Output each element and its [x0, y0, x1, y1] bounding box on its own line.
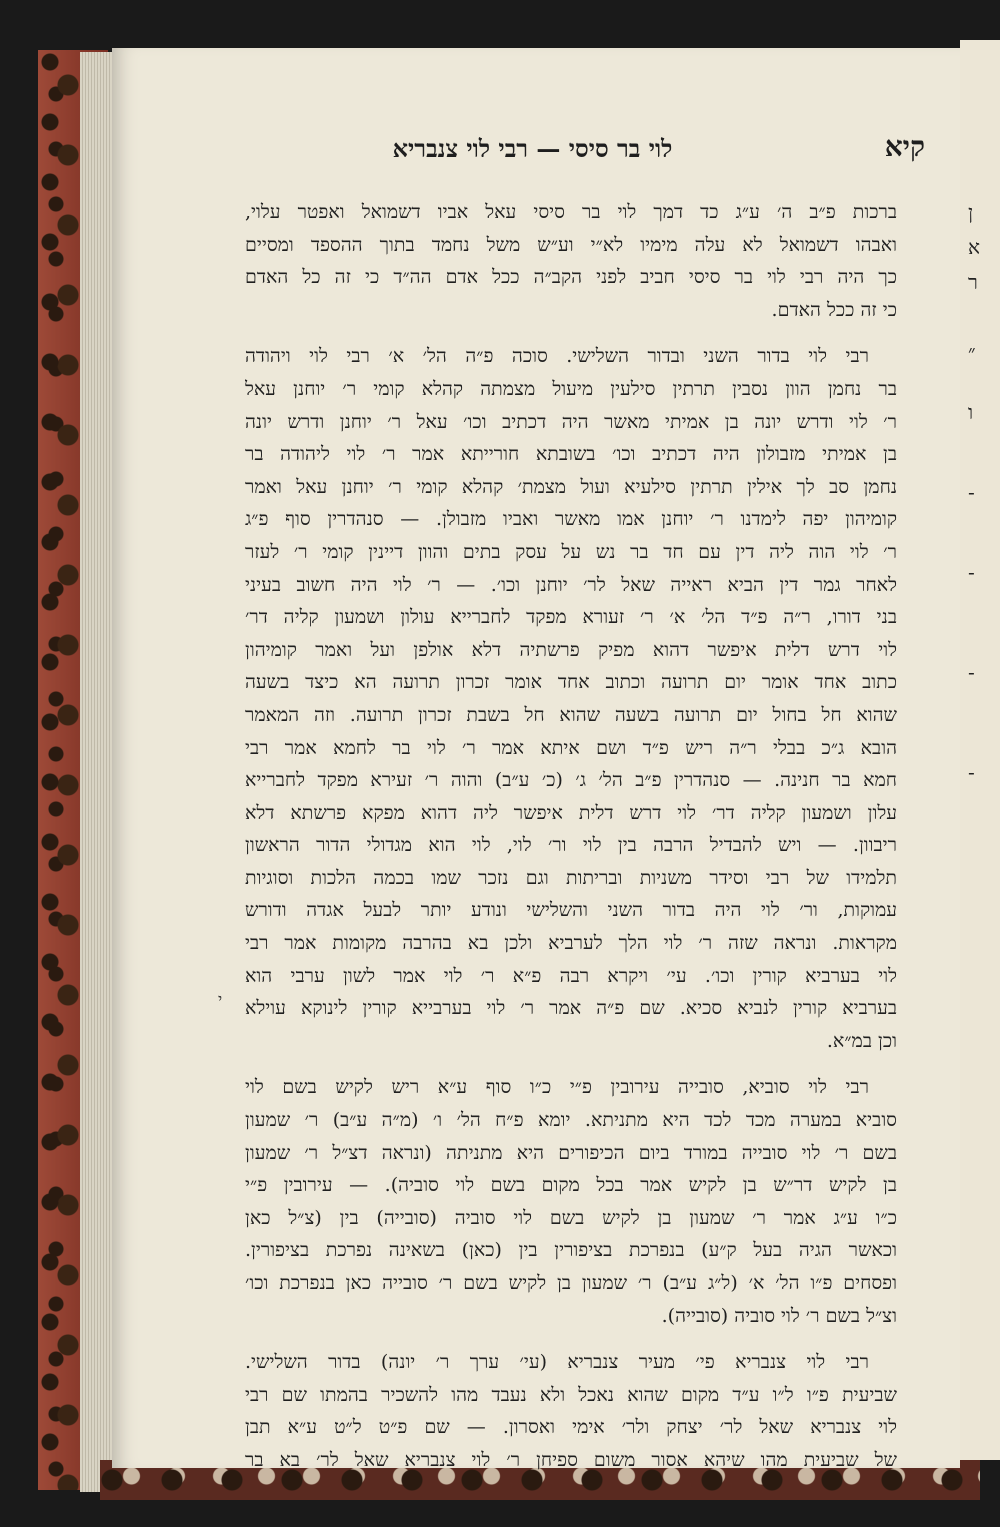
text-line: ריבוון. — ויש להבדיל הרבה בין לוי ור׳ לוי, לוי הוא מגדולי הדור הראשון [245, 834, 897, 857]
page-number: קיא [884, 130, 925, 163]
running-title: לוי בר סיסי — רבי לוי צנבריא [392, 134, 673, 163]
text-line: וכן במ״א. [826, 1029, 897, 1052]
text-line: בערביא קורין לנביא סכיא. שם פ״ה אמר ר׳ לוי בערבייא קורין לינוקא עוילא [245, 997, 897, 1020]
body-text [245, 196, 897, 1491]
text-line: לוי צנבריא שאל לר׳ יצחק ולר׳ אימי ואסרון. — שם פ״ט ל״ט ע״א תבן [245, 1416, 897, 1439]
text-line: ופסחים פ״ו הל׳ א׳ (ל״ג ע״ב) ר׳ שמעון בן לקיש בשם ר׳ סובייה כאן בנפרכת וכו׳ [245, 1272, 897, 1294]
text-line: נחמן סב לך אילין תרתין סילעיא ועול מצמת׳ קהלא קומי ר׳ יוחנן עאל ואמר [245, 475, 897, 498]
paragraph [245, 1071, 897, 1332]
paragraph [245, 1346, 897, 1476]
text-line: רבי לוי סוביא, סובייה עירובין פ״י כ״ו סוף ע״א ריש לקיש בשם לוי [245, 1076, 869, 1099]
text-line: ר׳ לוי ודרש יונה בן אמיתי מאשר היה דכתיב וכו׳ עאל ר׳ יוחנן ודרש יונה [245, 410, 897, 433]
text-line: קומיהון יפה לימדנו ר׳ יוחנן אמו מאשר ואביו מזבולן. — סנהדרין סוף פ״ג [245, 508, 897, 531]
text-line: ואבהו דשמואל לא עלה מימיו לא״י וע״ש משל נחמד בתוך ההספד ומסיים [245, 233, 897, 256]
text-line: בני דורו, ר״ה פ״ד הל׳ א׳ ר׳ זעורא מפקד לחברייא עולון ושמעון קליה דר׳ [245, 606, 897, 629]
text-line: סוביא במערה מכד לכד היא מתניתא. יומא פ״ח הל׳ ו׳ (מ״ה ע״ב) ר׳ שמעון [245, 1109, 897, 1132]
text-line: של שביעית מהו שיהא אסור משום ספיחן ר׳ לוי צנבריא שאל לר׳ בא בר [245, 1448, 897, 1471]
text-line: שהוא חל בחול יום תרועה בשעה שהוא חל בשבת זכרון תרועה. וזה המאמר [245, 703, 897, 726]
text-line: בן לקיש דר״ש בן לקיש אמר בכל מקום בשם לוי סוביה). — עירובין פ״י [245, 1174, 897, 1197]
text-line: עמוקות, ור׳ לוי היה בדור השני והשלישי ונודע יותר לבעל אגדה ודורש [245, 899, 897, 922]
text-line: הובא ג״כ בבלי ר״ה ריש פ״ד ושם איתא אמר ר׳ לוי בר לחמא אמר רבי [245, 736, 897, 759]
text-line: כך היה רבי לוי בר סיסי חביב לפני הקב״ה ככל אדם הה״ד כי זה כל האדם [245, 266, 897, 289]
paragraph [245, 196, 897, 326]
text-line: לוי דרש דלית איפשר דהוא מפיק פרשתיה דלא אולפן ועל ואמר קומיהון [245, 638, 897, 661]
text-line: תלמידו של רבי וסידר משניות ובריתות וגם נזכר שמו בכמה הלכות וסוגיות [245, 866, 897, 889]
text-line: כ״ו ע״ג אמר ר׳ שמעון בן לקיש בשם לוי סוביה (סובייה) בין (צ״ל כאן [245, 1206, 897, 1229]
text-line: שביעית פ״ו ל״ו ע״ד מקום שהוא נאכל ולא נעבד מהו להשכיר בהמתו שם רבי [245, 1383, 897, 1406]
text-line: כתוב אחד אומר יום תרועה וכתוב אחד אומר זכרון תרועה הא כיצד בשעה [245, 671, 897, 694]
paragraph [245, 340, 897, 1057]
text-line: בן אמיתי מזבולון היה דכתיב וכו׳ בשובתא חורייתא אמר ר׳ לוי ליהודה בר [245, 443, 897, 466]
text-line: ר׳ לוי הוה ליה דין עם חד בר נש על עסק בתים והוון דיינין קומי ר׳ לעזר [245, 540, 897, 563]
facing-page-edge: ן א ר ״ ו - - - - [960, 40, 1000, 1460]
text-line: לאחר גמר דין הביא ראייה שאל לר׳ יוחנן וכו׳. — ר׳ לוי היה חשוב בעיני [245, 573, 897, 596]
text-line: בשם ר׳ לוי סובייה במורד ביום הכיפורים היא מתניתה (ונראה דצ״ל ר׳ שמעון [245, 1141, 897, 1164]
text-line: וכאשר הגיה בעל ק״ע) בנפרכת בציפורין בין (כאן) בשאינה נפרכת בציפורין. [245, 1239, 897, 1262]
text-line: רבי לוי צנבריא פי׳ מעיר צנבריא (עי׳ ערך ר׳ יונה) בדור השלישי. [245, 1351, 869, 1374]
text-line: כי זה ככל האדם. [771, 298, 897, 321]
text-line: וצ״ל בשם ר׳ לוי סוביה (סובייה). [661, 1304, 897, 1327]
margin-mark: י [218, 990, 223, 1009]
text-line: חמא בר חנינה. — סנהדרין פ״ב הל׳ ג׳ (כ׳ ע״ב) והוה ר׳ זעירא מפקד לחברייא [245, 769, 897, 792]
text-line: עלון ושמעון קליה דר׳ לוי דרש דלית איפשר ליה דהוא מפקא פרשתא דלא [245, 801, 897, 824]
page-header [140, 130, 925, 180]
text-line: ברכות פ״ב ה׳ ע״ג כד דמך לוי בר סיסי עאל אביו דשמואל ואפטר עלוי, [245, 201, 897, 223]
text-line: רבי לוי בדור השני ובדור השלישי. סוכה פ״ה הל׳ א׳ רבי לוי ויהודה [245, 345, 869, 368]
text-line: בר נחמן הוון נסבין תרתין סילעין מיעול מצמתה קהלא קומי ר׳ יוחנן עאל [245, 377, 897, 400]
text-line: לוי בערביא קורין וכו׳. עי׳ ויקרא רבה פ״א ר׳ לוי אמר לשון ערבי הוא [245, 964, 897, 987]
text-line: מקראות. ונראה שזה ר׳ לוי הלך לערביא ולכן בא בהרבה מקומות אמר רבי [245, 932, 897, 955]
